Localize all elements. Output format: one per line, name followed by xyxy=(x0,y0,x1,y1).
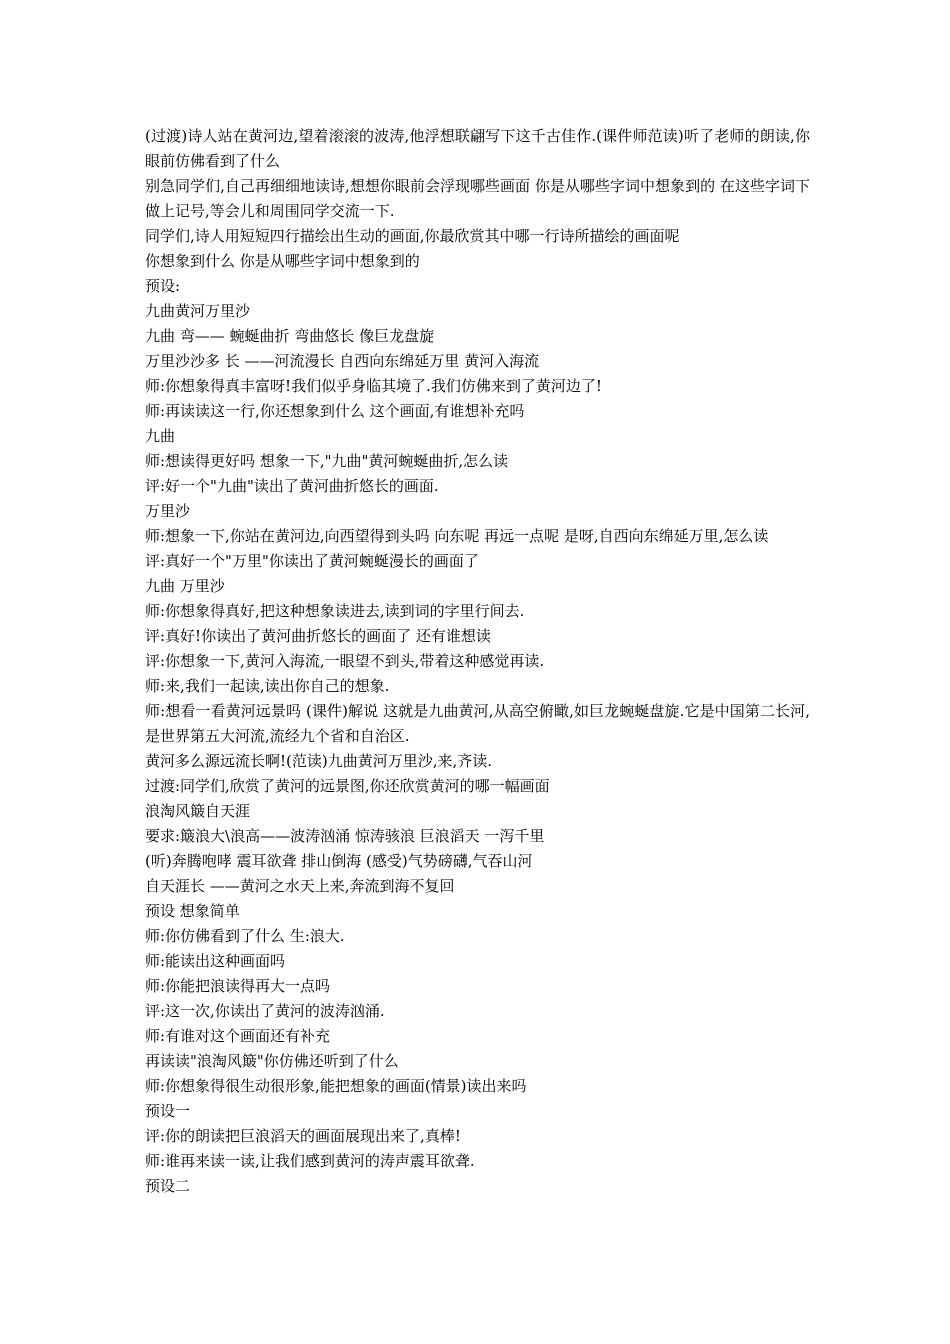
document-paragraph: 预设 想象简单 xyxy=(145,902,240,920)
document-paragraph: 预设一 xyxy=(145,1102,191,1120)
document-paragraph: 师:有谁对这个画面还有补充 xyxy=(145,1027,331,1045)
document-paragraph: 评:真好一个"万里"你读出了黄河蜿蜒漫长的画面了 xyxy=(145,552,479,570)
document-paragraph: 九曲 弯—— 蜿蜒曲折 弯曲悠长 像巨龙盘旋 xyxy=(145,327,435,345)
document-paragraph: 浪淘风簸自天涯 xyxy=(145,802,251,820)
document-paragraph: 师:你想象得真好,把这种想象读进去,读到词的字里行间去. xyxy=(145,602,525,620)
document-paragraph: 预设: xyxy=(145,277,181,295)
document-paragraph: 自天涯长 ——黄河之水天上来,奔流到海不复回 xyxy=(145,877,455,895)
document-paragraph: 九曲黄河万里沙 xyxy=(145,302,251,320)
document-paragraph: 别急同学们,自己再细细地读诗,想想你眼前会浮现哪些画面 你是从哪些字词中想象到的 在这些字词下做上记号,等会儿和周围同学交流一下. xyxy=(145,177,810,220)
document-paragraph: 你想象到什么 你是从哪些字词中想象到的 xyxy=(145,252,420,270)
document-paragraph: 评:真好!你读出了黄河曲折悠长的画面了 还有谁想读 xyxy=(145,627,491,645)
document-body xyxy=(145,124,810,1199)
document-paragraph: 过渡:同学们,欣赏了黄河的远景图,你还欣赏黄河的哪一幅画面 xyxy=(145,777,550,795)
document-paragraph: 要求:簸浪大\浪高——波涛汹涌 惊涛骇浪 巨浪滔天 一泻千里 xyxy=(145,827,545,845)
document-paragraph: 师:你能把浪读得再大一点吗 xyxy=(145,977,331,995)
document-paragraph: 九曲 万里沙 xyxy=(145,577,225,595)
document-paragraph: 师:你想象得真丰富呀!我们似乎身临其境了.我们仿佛来到了黄河边了! xyxy=(145,377,602,395)
document-paragraph: 预设二 xyxy=(145,1177,191,1195)
document-paragraph: 师:谁再来读一读,让我们感到黄河的涛声震耳欲聋. xyxy=(145,1152,475,1170)
document-paragraph: 师:想象一下,你站在黄河边,向西望得到头吗 向东呢 再远一点呢 是呀,自西向东绵延万里,怎么读 xyxy=(145,527,769,545)
document-paragraph: 万里沙 xyxy=(145,502,191,520)
document-paragraph: 师:你仿佛看到了什么 生:浪大. xyxy=(145,927,345,945)
document-paragraph: (听)奔腾咆哮 震耳欲聋 排山倒海 (感受)气势磅礴,气吞山河 xyxy=(145,852,533,870)
document-paragraph: 师:想读得更好吗 想象一下,"九曲"黄河蜿蜒曲折,怎么读 xyxy=(145,452,509,470)
document-paragraph: 评:你想象一下,黄河入海流,一眼望不到头,带着这种感觉再读. xyxy=(145,652,545,670)
document-paragraph: 评:你的朗读把巨浪滔天的画面展现出来了,真棒! xyxy=(145,1127,461,1145)
document-paragraph: 评:好一个"九曲"读出了黄河曲折悠长的画面. xyxy=(145,477,439,495)
document-paragraph: 师:来,我们一起读,读出你自己的想象. xyxy=(145,677,390,695)
document-paragraph: 师:想看一看黄河远景吗 (课件)解说 这就是九曲黄河,从高空俯瞰,如巨龙蜿蜒盘旋.它是中国第二长河,是世界第五大河流,流经九个省和自治区. xyxy=(145,702,810,745)
document-paragraph: 师:你想象得很生动很形象,能把想象的画面(情景)读出来吗 xyxy=(145,1077,527,1095)
document-paragraph: 万里沙沙多 长 ——河流漫长 自西向东绵延万里 黄河入海流 xyxy=(145,352,540,370)
document-paragraph: 同学们,诗人用短短四行描绘出生动的画面,你最欣赏其中哪一行诗所描绘的画面呢 xyxy=(145,227,680,245)
document-paragraph: 师:再读读这一行,你还想象到什么 这个画面,有谁想补充吗 xyxy=(145,402,525,420)
document-paragraph: 黄河多么源远流长啊!(范读)九曲黄河万里沙,来,齐读. xyxy=(145,752,493,770)
document-paragraph: 九曲 xyxy=(145,427,176,445)
document-paragraph: (过渡)诗人站在黄河边,望着滚滚的波涛,他浮想联翩写下这千古佳作.(课件师范读)听了老师的朗读,你眼前仿佛看到了什么 xyxy=(145,127,810,170)
document-paragraph: 师:能读出这种画面吗 xyxy=(145,952,286,970)
document-paragraph: 评:这一次,你读出了黄河的波涛汹涌. xyxy=(145,1002,385,1020)
document-paragraph: 再读读"浪淘风簸"你仿佛还听到了什么 xyxy=(145,1052,399,1070)
